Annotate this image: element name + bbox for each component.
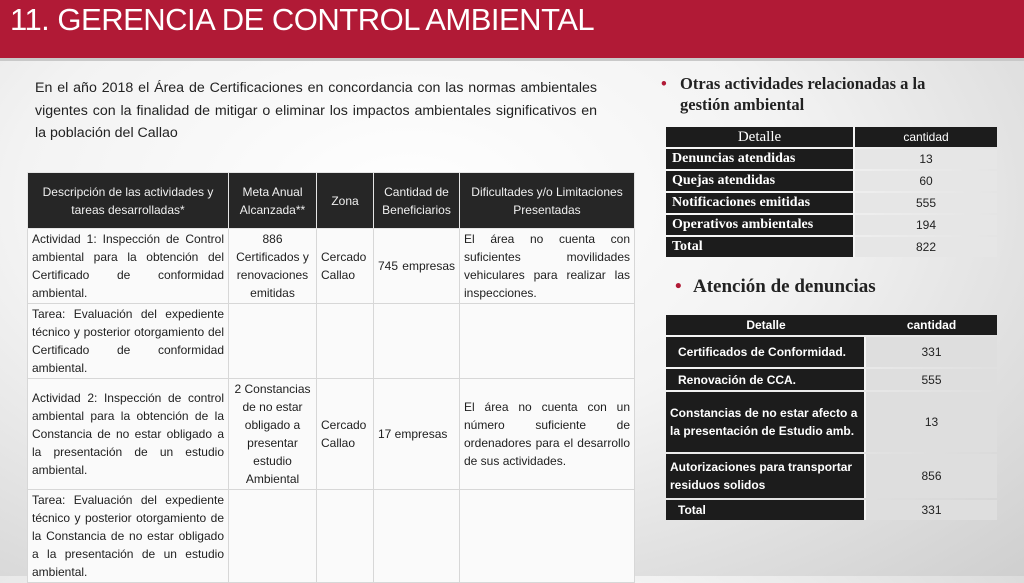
cell-beneficiarios: 17 empresas (374, 379, 460, 490)
otras-actividades-table (666, 125, 997, 259)
cell-meta: 2 Constancias de no estar obligado a presentar estudio Ambiental (229, 379, 317, 490)
title-bar (0, 0, 1024, 61)
table-header-row (666, 127, 997, 147)
header-detalle: Detalle (666, 315, 866, 335)
bullet-text: Atención de denuncias (693, 276, 876, 297)
header-dificultades: Dificultades y/o Limitaciones Presentadas (460, 173, 635, 229)
cell-meta (229, 490, 317, 583)
cell-dificultades (460, 490, 635, 583)
row-value: 331 (866, 500, 997, 520)
cell-meta (229, 304, 317, 379)
table-row (666, 171, 997, 191)
table-row-total (666, 500, 997, 520)
row-label: Operativos ambientales (666, 215, 855, 235)
row-value: 555 (866, 369, 997, 390)
table-row (28, 304, 635, 379)
table-row (666, 337, 997, 367)
row-label: Renovación de CCA. (666, 369, 866, 390)
cell-descripcion: Actividad 2: Inspección de control ambiental para la obtención de la Constancia de no estar obligado a la presentación de un estudio ambiental. (28, 379, 229, 490)
cell-zona (317, 490, 374, 583)
cell-meta: 886 Certificados y renovaciones emitidas (229, 229, 317, 304)
header-cantidad: cantidad (855, 127, 997, 147)
header-meta: Meta Anual Alcanzada** (229, 173, 317, 229)
activities-table (27, 172, 635, 583)
table-row (666, 149, 997, 169)
row-value: 856 (866, 454, 997, 498)
header-beneficiarios: Cantidad de Beneficiarios (374, 173, 460, 229)
page-title: 11. GERENCIA DE CONTROL AMBIENTAL (10, 2, 595, 37)
row-label: Denuncias atendidas (666, 149, 855, 169)
header-zona: Zona (317, 173, 374, 229)
row-value: 60 (855, 171, 997, 191)
row-label: Quejas atendidas (666, 171, 855, 191)
table-header-row (666, 315, 997, 335)
row-label: Certificados de Conformidad. (666, 337, 866, 367)
bullet-text: Otras actividades relacionadas a la gestión ambiental (680, 74, 926, 114)
cell-zona (317, 304, 374, 379)
row-value: 331 (866, 337, 997, 367)
row-value: 555 (855, 193, 997, 213)
row-label: Notificaciones emitidas (666, 193, 855, 213)
cell-dificultades (460, 304, 635, 379)
bullet-atencion-denuncias (675, 275, 995, 299)
cell-dificultades: El área no cuenta con un número suficiente de ordenadores para el desarrollo de sus actividades. (460, 379, 635, 490)
row-value: 13 (855, 149, 997, 169)
row-value: 194 (855, 215, 997, 235)
row-value: 13 (866, 392, 997, 452)
table-row (666, 215, 997, 235)
intro-paragraph: En el año 2018 el Área de Certificaciones en concordancia con las normas ambientales vigentes con la finalidad de mitigar o eliminar los impactos ambientales significativos en la población del Callao (35, 80, 597, 141)
cell-dificultades: El área no cuenta con suficientes movilidades vehiculares para realizar las inspecciones. (460, 229, 635, 304)
row-label: Total (666, 500, 866, 520)
table-row (28, 229, 635, 304)
activities-header-row (28, 173, 635, 229)
row-label: Total (666, 237, 855, 257)
table-row (666, 454, 997, 498)
bullet-dot-icon: • (675, 276, 682, 297)
row-label: Constancias de no estar afecto a la presentación de Estudio amb. (666, 392, 866, 452)
header-detalle: Detalle (666, 127, 855, 147)
cell-descripcion: Tarea: Evaluación del expediente técnico y posterior otorgamiento del Certificado de conformidad ambiental. (28, 304, 229, 379)
cell-descripcion: Actividad 1: Inspección de Control ambiental para la obtención del Certificado de conformidad ambiental. (28, 229, 229, 304)
cell-beneficiarios: 745 empresas (374, 229, 460, 304)
cell-descripcion: Tarea: Evaluación del expediente técnico y posterior otorgamiento de la Constancia de no estar obligado a la presentación de un estudio ambiental. (28, 490, 229, 583)
cell-zona: Cercado Callao (317, 379, 374, 490)
header-cantidad: cantidad (866, 315, 997, 335)
table-row (28, 379, 635, 490)
header-descripcion: Descripción de las actividades y tareas desarrolladas* (28, 173, 229, 229)
table-row (666, 193, 997, 213)
bullet-otras-actividades (661, 73, 971, 115)
table-row (28, 490, 635, 583)
atencion-denuncias-table (666, 313, 997, 522)
table-row-total (666, 237, 997, 257)
table-row (666, 392, 997, 452)
row-label: Autorizaciones para transportar residuos solidos (666, 454, 866, 498)
bullet-dot-icon: • (661, 74, 667, 93)
cell-beneficiarios (374, 304, 460, 379)
cell-beneficiarios (374, 490, 460, 583)
table-row (666, 369, 997, 390)
row-value: 822 (855, 237, 997, 257)
cell-zona: Cercado Callao (317, 229, 374, 304)
